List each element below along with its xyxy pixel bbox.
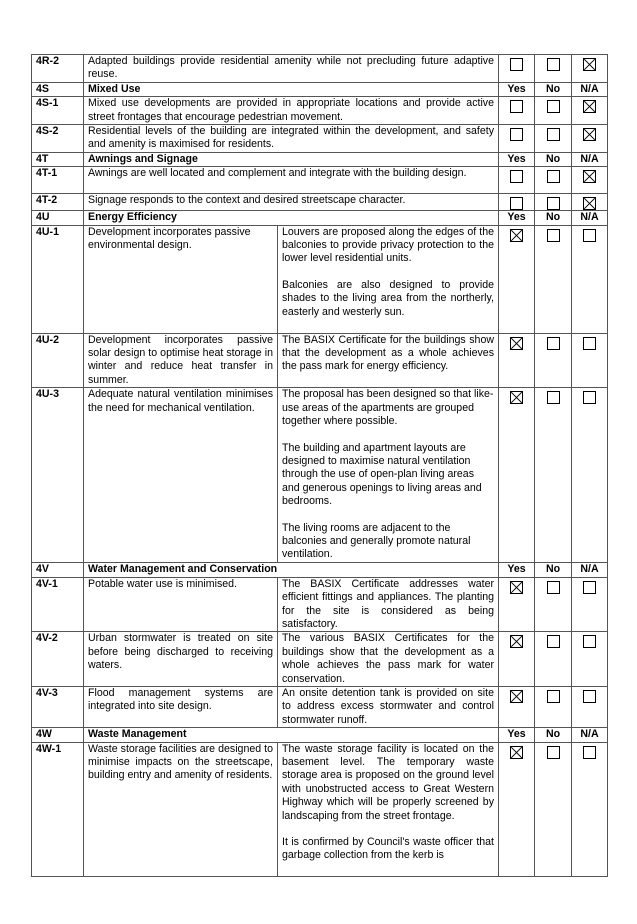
row-comment	[278, 388, 499, 563]
yes-checkbox-checked[interactable]	[510, 391, 523, 404]
row-comment	[278, 742, 499, 876]
no-checkbox[interactable]	[547, 100, 560, 113]
yes-checkbox-checked[interactable]	[510, 635, 523, 648]
no-header: No	[535, 82, 572, 96]
section-code: 4S	[32, 82, 84, 96]
na-checkbox[interactable]	[583, 746, 596, 759]
no-checkbox[interactable]	[547, 229, 560, 242]
no-checkbox[interactable]	[547, 635, 560, 648]
row-text: Development incorporates passive environmental design.	[84, 225, 278, 333]
comment-paragraph: The waste storage facility is located on the basement level. The temporary waste storage area is proposed on the ground level with unobstructed access to Great Western Highway which will be properly screened by landscaping from the street frontage.	[282, 742, 494, 822]
na-header: N/A	[572, 728, 608, 742]
no-checkbox[interactable]	[547, 128, 560, 141]
na-header: N/A	[572, 211, 608, 225]
table-row	[32, 225, 608, 333]
table-row	[32, 742, 608, 876]
section-header-row	[32, 728, 608, 742]
row-code: 4W-1	[32, 742, 84, 876]
table-row	[32, 388, 608, 563]
yes-header: Yes	[499, 152, 535, 166]
row-code: 4V-1	[32, 577, 84, 632]
row-text: Development incorporates passive solar design to optimise heat storage in winter and reduce heat transfer in summer.	[84, 333, 278, 388]
row-text: Signage responds to the context and desired streetscape character.	[84, 194, 499, 211]
section-code: 4T	[32, 152, 84, 166]
na-checkbox-checked[interactable]	[583, 170, 596, 183]
row-text: Potable water use is minimised.	[84, 577, 278, 632]
na-header: N/A	[572, 152, 608, 166]
na-checkbox-checked[interactable]	[583, 100, 596, 113]
table-row	[32, 97, 608, 125]
row-text: Awnings are well located and complement and integrate with the building design.	[84, 167, 499, 194]
yes-checkbox[interactable]	[510, 170, 523, 183]
yes-checkbox-checked[interactable]	[510, 746, 523, 759]
row-code: 4S-1	[32, 97, 84, 125]
no-header: No	[535, 728, 572, 742]
na-checkbox[interactable]	[583, 337, 596, 350]
row-comment: The BASIX Certificate addresses water efficient fittings and appliances. The planting for the site is considered as being satisfactory.	[278, 577, 499, 632]
section-header-row	[32, 211, 608, 225]
compliance-table	[31, 54, 608, 877]
section-title: Mixed Use	[84, 82, 499, 96]
na-checkbox-checked[interactable]	[583, 58, 596, 71]
na-header: N/A	[572, 82, 608, 96]
no-checkbox[interactable]	[547, 746, 560, 759]
row-code: 4T-2	[32, 194, 84, 211]
row-text: Adequate natural ventilation minimises the need for mechanical ventilation.	[84, 388, 278, 563]
na-checkbox[interactable]	[583, 581, 596, 594]
row-code: 4V-3	[32, 686, 84, 727]
row-comment	[278, 225, 499, 333]
row-text: Mixed use developments are provided in appropriate locations and provide active street frontages that encourage pedestrian movement.	[84, 97, 499, 125]
table-row	[32, 125, 608, 153]
no-checkbox[interactable]	[547, 581, 560, 594]
section-code: 4W	[32, 728, 84, 742]
comment-paragraph: The building and apartment layouts are designed to maximise natural ventilation through the use of open-plan living areas and generous openings to living areas and bedrooms.	[282, 441, 482, 508]
row-code: 4V-2	[32, 632, 84, 687]
table-row	[32, 167, 608, 194]
no-header: No	[535, 563, 572, 577]
row-code: 4R-2	[32, 55, 84, 83]
comment-paragraph: Balconies are also designed to provide shades to the living area from the northerly, easterly and westerly sun.	[282, 278, 494, 318]
row-text: Residential levels of the building are integrated within the development, and safety and amenity is maximised for residents.	[84, 125, 499, 153]
no-header: No	[535, 211, 572, 225]
yes-checkbox-checked[interactable]	[510, 337, 523, 350]
comment-paragraph: The proposal has been designed so that like-use areas of the apartments are grouped together where possible.	[282, 388, 494, 428]
yes-checkbox[interactable]	[510, 197, 523, 210]
row-comment: An onsite detention tank is provided on site to address excess stormwater and control stormwater runoff.	[278, 686, 499, 727]
na-header: N/A	[572, 563, 608, 577]
section-header-row	[32, 563, 608, 577]
table-row	[32, 632, 608, 687]
na-checkbox[interactable]	[583, 229, 596, 242]
no-checkbox[interactable]	[547, 170, 560, 183]
row-comment: The BASIX Certificate for the buildings show that the development as a whole achieves the pass mark for energy efficiency.	[278, 333, 499, 388]
row-code: 4U-1	[32, 225, 84, 333]
row-code: 4U-2	[32, 333, 84, 388]
yes-header: Yes	[499, 211, 535, 225]
table-row	[32, 577, 608, 632]
table-row	[32, 55, 608, 83]
row-text: Adapted buildings provide residential amenity while not precluding future adaptive reuse.	[84, 55, 499, 83]
section-title: Waste Management	[84, 728, 499, 742]
row-code: 4U-3	[32, 388, 84, 563]
section-code: 4U	[32, 211, 84, 225]
yes-checkbox-checked[interactable]	[510, 690, 523, 703]
section-title: Awnings and Signage	[84, 152, 499, 166]
yes-checkbox[interactable]	[510, 128, 523, 141]
row-text: Waste storage facilities are designed to minimise impacts on the streetscape, building entry and amenity of residents.	[84, 742, 278, 876]
row-comment: The various BASIX Certificates for the buildings show that the development as a whole achieves the pass mark for water conservation.	[278, 632, 499, 687]
comment-paragraph: Louvers are proposed along the edges of the balconies to provide privacy protection to the lower level residential units.	[282, 225, 494, 265]
no-header: No	[535, 152, 572, 166]
comment-paragraph: It is confirmed by Council's waste officer that garbage collection from the kerb is	[282, 836, 494, 862]
no-checkbox[interactable]	[547, 391, 560, 404]
yes-checkbox[interactable]	[510, 58, 523, 71]
yes-header: Yes	[499, 82, 535, 96]
comment-paragraph: The living rooms are adjacent to the balconies and generally promote natural ventilation.	[282, 521, 471, 561]
yes-checkbox[interactable]	[510, 100, 523, 113]
na-checkbox[interactable]	[583, 635, 596, 648]
row-text: Urban stormwater is treated on site before being discharged to receiving waters.	[84, 632, 278, 687]
no-checkbox[interactable]	[547, 337, 560, 350]
no-checkbox[interactable]	[547, 690, 560, 703]
na-checkbox[interactable]	[583, 690, 596, 703]
table-row	[32, 686, 608, 727]
section-title: Energy Efficiency	[84, 211, 499, 225]
table-row	[32, 333, 608, 388]
row-code: 4T-1	[32, 167, 84, 194]
row-text: Flood management systems are integrated into site design.	[84, 686, 278, 727]
na-checkbox[interactable]	[583, 391, 596, 404]
no-checkbox[interactable]	[547, 197, 560, 210]
yes-header: Yes	[499, 728, 535, 742]
section-code: 4V	[32, 563, 84, 577]
na-checkbox-checked[interactable]	[583, 128, 596, 141]
section-header-row	[32, 82, 608, 96]
row-code: 4S-2	[32, 125, 84, 153]
yes-checkbox-checked[interactable]	[510, 581, 523, 594]
na-checkbox-checked[interactable]	[583, 197, 596, 210]
no-checkbox[interactable]	[547, 58, 560, 71]
yes-checkbox-checked[interactable]	[510, 229, 523, 242]
section-title: Water Management and Conservation	[84, 563, 499, 577]
yes-header: Yes	[499, 563, 535, 577]
section-header-row	[32, 152, 608, 166]
table-row	[32, 194, 608, 211]
